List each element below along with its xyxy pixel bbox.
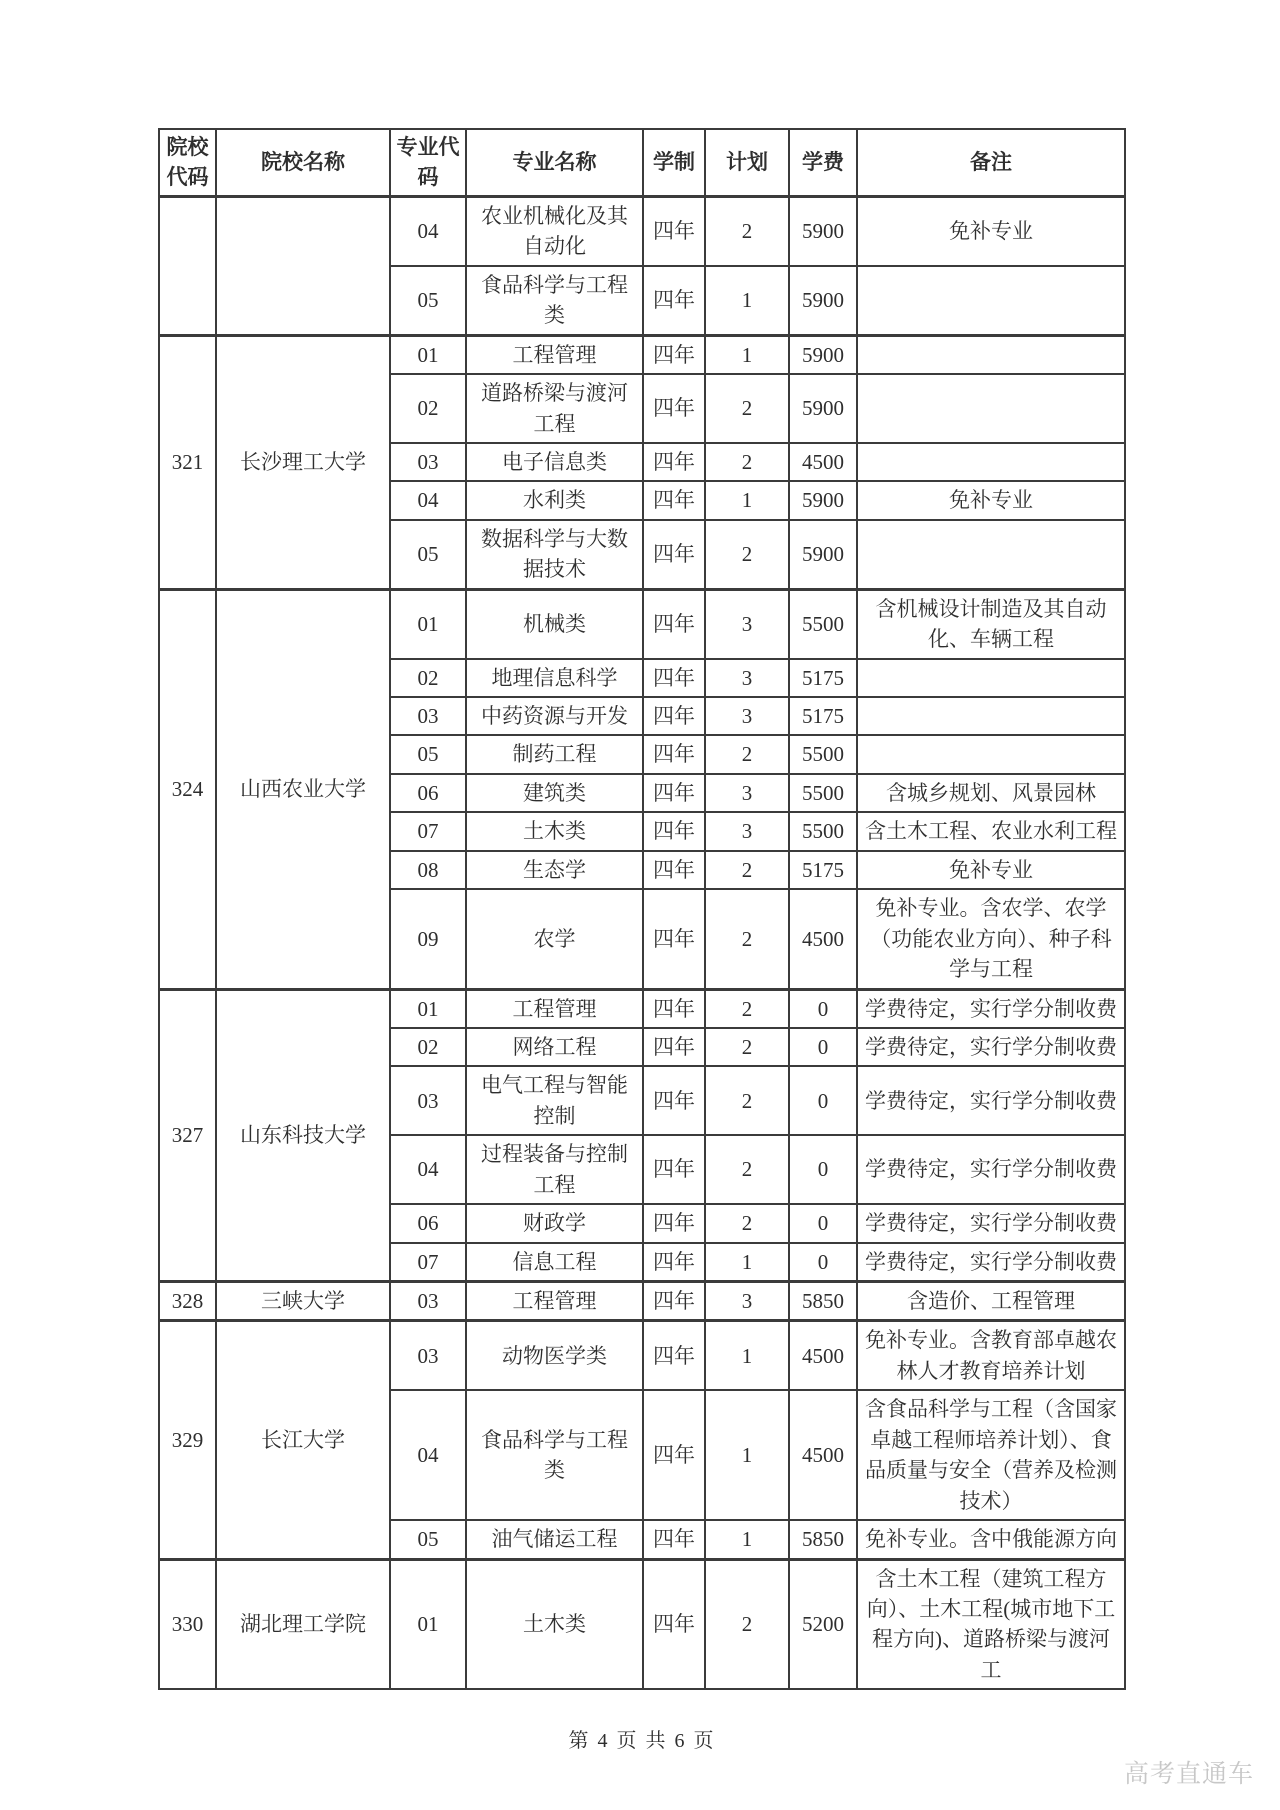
major-code-cell: 03 [390, 1282, 466, 1321]
major-code-cell: 03 [390, 697, 466, 735]
column-header: 计划 [705, 129, 789, 196]
institution-name-cell: 山东科技大学 [216, 989, 390, 1282]
column-header: 院校代码 [159, 129, 216, 196]
major-code-cell: 01 [390, 589, 466, 658]
tuition-cell: 5500 [789, 735, 857, 773]
institution-code-cell: 327 [159, 989, 216, 1282]
plan-count-cell: 2 [705, 374, 789, 443]
schooling-length-cell: 四年 [643, 774, 705, 812]
major-code-cell: 06 [390, 1204, 466, 1242]
tuition-cell: 0 [789, 1028, 857, 1066]
tuition-cell: 5900 [789, 266, 857, 335]
schooling-length-cell: 四年 [643, 374, 705, 443]
table-row [159, 1559, 1125, 1689]
major-name-cell: 工程管理 [466, 989, 643, 1028]
schooling-length-cell: 四年 [643, 1028, 705, 1066]
remark-cell [857, 374, 1125, 443]
plan-count-cell: 2 [705, 196, 789, 265]
schooling-length-cell: 四年 [643, 1390, 705, 1520]
institution-name-cell: 山西农业大学 [216, 589, 390, 989]
plan-count-cell: 1 [705, 266, 789, 335]
major-code-cell: 05 [390, 520, 466, 589]
plan-count-cell: 2 [705, 989, 789, 1028]
schooling-length-cell: 四年 [643, 659, 705, 697]
tuition-cell: 5850 [789, 1282, 857, 1321]
schooling-length-cell: 四年 [643, 443, 705, 481]
remark-cell: 免补专业。含教育部卓越农林人才教育培养计划 [857, 1321, 1125, 1390]
column-header: 学制 [643, 129, 705, 196]
major-name-cell: 网络工程 [466, 1028, 643, 1066]
remark-cell: 免补专业 [857, 481, 1125, 519]
remark-cell: 学费待定，实行学分制收费 [857, 1135, 1125, 1204]
remark-cell: 免补专业。含农学、农学（功能农业方向）、种子科学与工程 [857, 889, 1125, 989]
major-name-cell: 土木类 [466, 1559, 643, 1689]
major-code-cell: 03 [390, 1066, 466, 1135]
schooling-length-cell: 四年 [643, 697, 705, 735]
tuition-cell: 5175 [789, 851, 857, 889]
remark-cell: 免补专业 [857, 851, 1125, 889]
remark-cell: 学费待定，实行学分制收费 [857, 1066, 1125, 1135]
tuition-cell: 5900 [789, 335, 857, 374]
schooling-length-cell: 四年 [643, 851, 705, 889]
major-name-cell: 土木类 [466, 812, 643, 850]
major-name-cell: 财政学 [466, 1204, 643, 1242]
major-code-cell: 07 [390, 1243, 466, 1282]
major-name-cell: 水利类 [466, 481, 643, 519]
remark-cell: 含土木工程、农业水利工程 [857, 812, 1125, 850]
schooling-length-cell: 四年 [643, 589, 705, 658]
institution-code-cell: 329 [159, 1321, 216, 1559]
plan-count-cell: 1 [705, 1520, 789, 1559]
schooling-length-cell: 四年 [643, 1135, 705, 1204]
tuition-cell: 0 [789, 989, 857, 1028]
remark-cell: 免补专业 [857, 196, 1125, 265]
plan-count-cell: 2 [705, 443, 789, 481]
major-name-cell: 农学 [466, 889, 643, 989]
tuition-cell: 0 [789, 1066, 857, 1135]
table-row [159, 196, 1125, 265]
remark-cell: 学费待定，实行学分制收费 [857, 1028, 1125, 1066]
schooling-length-cell: 四年 [643, 520, 705, 589]
institution-code-cell: 330 [159, 1559, 216, 1689]
column-header: 院校名称 [216, 129, 390, 196]
tuition-cell: 5500 [789, 774, 857, 812]
tuition-cell: 5900 [789, 196, 857, 265]
major-code-cell: 04 [390, 196, 466, 265]
schooling-length-cell: 四年 [643, 196, 705, 265]
tuition-cell: 5850 [789, 1520, 857, 1559]
major-code-cell: 09 [390, 889, 466, 989]
remark-cell [857, 266, 1125, 335]
major-code-cell: 02 [390, 659, 466, 697]
tuition-cell: 5500 [789, 589, 857, 658]
schooling-length-cell: 四年 [643, 1520, 705, 1559]
schooling-length-cell: 四年 [643, 989, 705, 1028]
major-code-cell: 03 [390, 1321, 466, 1390]
table-header-row [159, 129, 1125, 196]
remark-cell: 免补专业。含中俄能源方向 [857, 1520, 1125, 1559]
page-number: 第 4 页 共 6 页 [568, 1730, 716, 1753]
major-name-cell: 农业机械化及其自动化 [466, 196, 643, 265]
table-row [159, 1282, 1125, 1321]
tuition-cell: 4500 [789, 443, 857, 481]
major-name-cell: 过程装备与控制工程 [466, 1135, 643, 1204]
plan-count-cell: 3 [705, 589, 789, 658]
header-row [159, 129, 1125, 196]
institution-name-cell [216, 196, 390, 335]
major-name-cell: 电气工程与智能控制 [466, 1066, 643, 1135]
tuition-cell: 0 [789, 1204, 857, 1242]
major-name-cell: 中药资源与开发 [466, 697, 643, 735]
institution-code-cell: 324 [159, 589, 216, 989]
institution-name-cell: 三峡大学 [216, 1282, 390, 1321]
major-name-cell: 制药工程 [466, 735, 643, 773]
schooling-length-cell: 四年 [643, 735, 705, 773]
tuition-cell: 4500 [789, 889, 857, 989]
tuition-cell: 0 [789, 1135, 857, 1204]
remark-cell [857, 659, 1125, 697]
remark-cell: 学费待定，实行学分制收费 [857, 1243, 1125, 1282]
major-name-cell: 工程管理 [466, 1282, 643, 1321]
table-row [159, 589, 1125, 658]
document-page [158, 128, 1126, 1753]
plan-count-cell: 3 [705, 659, 789, 697]
major-name-cell: 生态学 [466, 851, 643, 889]
institution-name-cell: 长沙理工大学 [216, 335, 390, 589]
major-code-cell: 02 [390, 374, 466, 443]
tuition-cell: 0 [789, 1243, 857, 1282]
tuition-cell: 5900 [789, 520, 857, 589]
schooling-length-cell: 四年 [643, 1321, 705, 1390]
major-code-cell: 01 [390, 1559, 466, 1689]
schooling-length-cell: 四年 [643, 889, 705, 989]
schooling-length-cell: 四年 [643, 1282, 705, 1321]
plan-count-cell: 2 [705, 1559, 789, 1689]
schooling-length-cell: 四年 [643, 335, 705, 374]
remark-cell [857, 697, 1125, 735]
major-code-cell: 02 [390, 1028, 466, 1066]
remark-cell [857, 520, 1125, 589]
institution-name-cell: 湖北理工学院 [216, 1559, 390, 1689]
institution-code-cell [159, 196, 216, 335]
major-name-cell: 食品科学与工程类 [466, 1390, 643, 1520]
table-body [159, 196, 1125, 1689]
tuition-cell: 5175 [789, 659, 857, 697]
tuition-cell: 5200 [789, 1559, 857, 1689]
plan-count-cell: 1 [705, 1390, 789, 1520]
plan-count-cell: 3 [705, 774, 789, 812]
plan-count-cell: 2 [705, 735, 789, 773]
major-code-cell: 08 [390, 851, 466, 889]
column-header: 学费 [789, 129, 857, 196]
tuition-cell: 5900 [789, 374, 857, 443]
plan-count-cell: 3 [705, 697, 789, 735]
plan-count-cell: 2 [705, 1204, 789, 1242]
remark-cell: 学费待定，实行学分制收费 [857, 1204, 1125, 1242]
plan-count-cell: 1 [705, 481, 789, 519]
major-code-cell: 01 [390, 335, 466, 374]
remark-cell: 含土木工程（建筑工程方向）、土木工程(城市地下工程方向)、道路桥梁与渡河工 [857, 1559, 1125, 1689]
table-row [159, 1321, 1125, 1390]
major-name-cell: 信息工程 [466, 1243, 643, 1282]
table-row [159, 335, 1125, 374]
remark-cell [857, 335, 1125, 374]
tuition-cell: 4500 [789, 1390, 857, 1520]
major-name-cell: 机械类 [466, 589, 643, 658]
major-name-cell: 道路桥梁与渡河工程 [466, 374, 643, 443]
major-code-cell: 05 [390, 1520, 466, 1559]
plan-count-cell: 2 [705, 1028, 789, 1066]
admission-plan-table [158, 128, 1126, 1690]
institution-name-cell: 长江大学 [216, 1321, 390, 1559]
schooling-length-cell: 四年 [643, 266, 705, 335]
plan-count-cell: 1 [705, 335, 789, 374]
watermark: 高考直通车 [1123, 1761, 1254, 1788]
major-name-cell: 地理信息科学 [466, 659, 643, 697]
major-name-cell: 电子信息类 [466, 443, 643, 481]
major-code-cell: 06 [390, 774, 466, 812]
remark-cell [857, 735, 1125, 773]
column-header: 专业名称 [466, 129, 643, 196]
major-name-cell: 工程管理 [466, 335, 643, 374]
major-code-cell: 01 [390, 989, 466, 1028]
remark-cell: 学费待定，实行学分制收费 [857, 989, 1125, 1028]
remark-cell [857, 443, 1125, 481]
plan-count-cell: 3 [705, 812, 789, 850]
tuition-cell: 5175 [789, 697, 857, 735]
institution-code-cell: 328 [159, 1282, 216, 1321]
major-code-cell: 03 [390, 443, 466, 481]
remark-cell: 含食品科学与工程（含国家卓越工程师培养计划）、食品质量与安全（营养及检测技术） [857, 1390, 1125, 1520]
plan-count-cell: 2 [705, 1135, 789, 1204]
schooling-length-cell: 四年 [643, 1243, 705, 1282]
institution-code-cell: 321 [159, 335, 216, 589]
major-name-cell: 动物医学类 [466, 1321, 643, 1390]
major-name-cell: 油气储运工程 [466, 1520, 643, 1559]
schooling-length-cell: 四年 [643, 1559, 705, 1689]
major-name-cell: 数据科学与大数据技术 [466, 520, 643, 589]
plan-count-cell: 2 [705, 889, 789, 989]
plan-count-cell: 3 [705, 1282, 789, 1321]
plan-count-cell: 1 [705, 1321, 789, 1390]
major-name-cell: 食品科学与工程类 [466, 266, 643, 335]
column-header: 专业代码 [390, 129, 466, 196]
remark-cell: 含城乡规划、风景园林 [857, 774, 1125, 812]
schooling-length-cell: 四年 [643, 481, 705, 519]
schooling-length-cell: 四年 [643, 1066, 705, 1135]
major-name-cell: 建筑类 [466, 774, 643, 812]
column-header: 备注 [857, 129, 1125, 196]
plan-count-cell: 1 [705, 1243, 789, 1282]
schooling-length-cell: 四年 [643, 812, 705, 850]
tuition-cell: 4500 [789, 1321, 857, 1390]
major-code-cell: 05 [390, 735, 466, 773]
table-row [159, 989, 1125, 1028]
plan-count-cell: 2 [705, 1066, 789, 1135]
major-code-cell: 07 [390, 812, 466, 850]
tuition-cell: 5900 [789, 481, 857, 519]
schooling-length-cell: 四年 [643, 1204, 705, 1242]
tuition-cell: 5500 [789, 812, 857, 850]
plan-count-cell: 2 [705, 851, 789, 889]
major-code-cell: 05 [390, 266, 466, 335]
remark-cell: 含机械设计制造及其自动化、车辆工程 [857, 589, 1125, 658]
major-code-cell: 04 [390, 481, 466, 519]
major-code-cell: 04 [390, 1390, 466, 1520]
remark-cell: 含造价、工程管理 [857, 1282, 1125, 1321]
major-code-cell: 04 [390, 1135, 466, 1204]
plan-count-cell: 2 [705, 520, 789, 589]
